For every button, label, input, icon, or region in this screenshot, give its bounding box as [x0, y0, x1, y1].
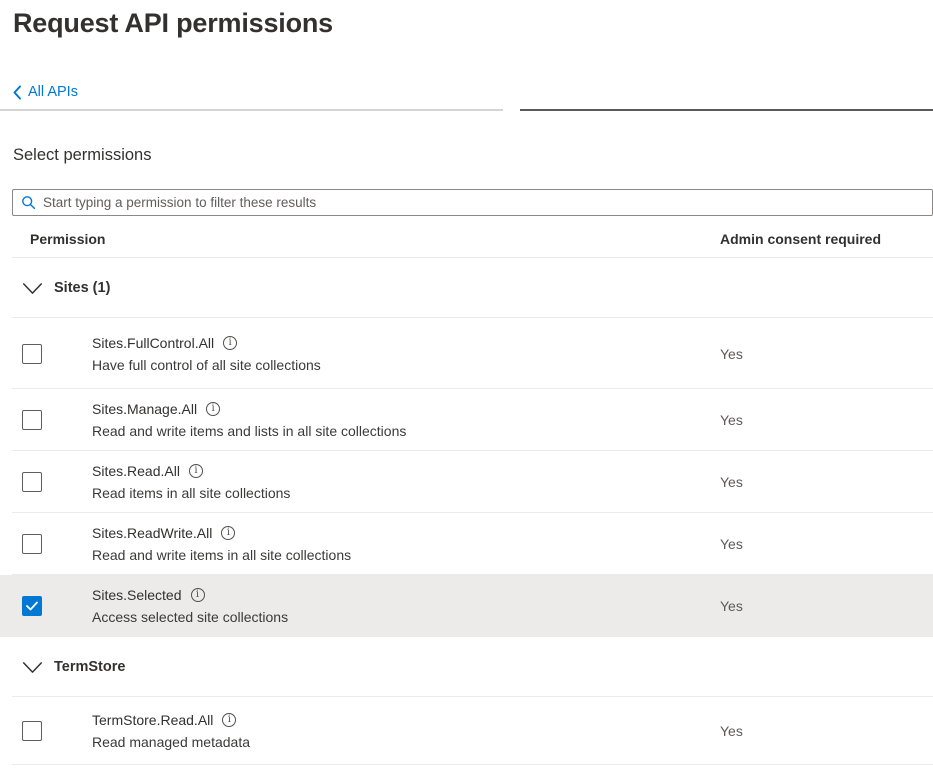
admin-consent-value: Yes	[720, 474, 743, 490]
info-icon[interactable]: i	[223, 336, 237, 350]
permission-row	[0, 513, 933, 575]
permission-name: Sites.FullControl.All	[92, 334, 215, 351]
permission-name: Sites.ReadWrite.All	[92, 525, 213, 541]
permission-checkbox[interactable]	[22, 344, 42, 364]
info-icon[interactable]: i	[191, 588, 205, 602]
permission-description: Read and write items and lists in all site collections	[92, 423, 407, 439]
search-icon	[21, 195, 36, 210]
admin-consent-value: Yes	[720, 598, 743, 614]
info-icon[interactable]: i	[206, 402, 220, 416]
permission-name: Sites.Manage.All	[92, 401, 198, 417]
permission-name: Sites.Selected	[92, 587, 182, 603]
chevron-down-icon	[22, 282, 43, 295]
tab-underline-left	[0, 109, 503, 111]
permission-text	[92, 587, 288, 625]
info-icon[interactable]: i	[221, 526, 235, 540]
permission-description: Read managed metadata	[92, 734, 250, 750]
info-icon[interactable]: i	[222, 713, 236, 727]
permission-row	[0, 697, 933, 765]
permission-text	[92, 463, 290, 501]
info-icon[interactable]: i	[189, 464, 203, 478]
column-header-permission: Permission	[30, 231, 106, 247]
search-box	[12, 189, 933, 216]
permission-name: TermStore.Read.All	[92, 712, 214, 728]
back-link-all-apis[interactable]	[12, 84, 78, 100]
permission-description: Read and write items in all site collections	[92, 547, 352, 563]
permission-text	[92, 525, 351, 563]
group-label: Sites (1)	[54, 280, 111, 296]
permission-row	[0, 318, 933, 389]
permission-checkbox[interactable]	[22, 596, 42, 616]
group-label: TermStore	[54, 659, 126, 675]
group-header-sites[interactable]	[0, 258, 933, 318]
permissions-table	[0, 258, 933, 765]
permission-checkbox[interactable]	[22, 410, 42, 430]
permission-text	[92, 335, 321, 373]
admin-consent-value: Yes	[720, 345, 743, 362]
chevron-down-icon	[22, 661, 43, 674]
permission-row-selected	[0, 575, 933, 637]
tab-underline-right	[520, 109, 933, 111]
permission-name: Sites.Read.All	[92, 463, 180, 479]
page-title: Request API permissions	[13, 8, 333, 38]
permission-row	[0, 389, 933, 451]
column-header-admin-consent: Admin consent required	[720, 231, 882, 247]
permission-checkbox[interactable]	[22, 534, 42, 554]
group-header-termstore[interactable]	[0, 637, 933, 697]
permission-description: Read items in all site collections	[92, 485, 291, 501]
permission-filter-input[interactable]	[43, 190, 924, 215]
permission-text	[92, 712, 250, 750]
select-permissions-heading: Select permissions	[13, 146, 152, 164]
permission-description: Have full control of all site collections	[92, 356, 321, 373]
admin-consent-value: Yes	[720, 723, 743, 739]
permission-row	[0, 451, 933, 513]
admin-consent-value: Yes	[720, 412, 743, 428]
permission-text	[92, 401, 406, 439]
permission-checkbox[interactable]	[22, 721, 42, 741]
permission-description: Access selected site collections	[92, 609, 289, 625]
permission-checkbox[interactable]	[22, 472, 42, 492]
back-link-label: All APIs	[28, 84, 78, 100]
chevron-left-icon	[12, 85, 22, 100]
admin-consent-value: Yes	[720, 536, 743, 552]
